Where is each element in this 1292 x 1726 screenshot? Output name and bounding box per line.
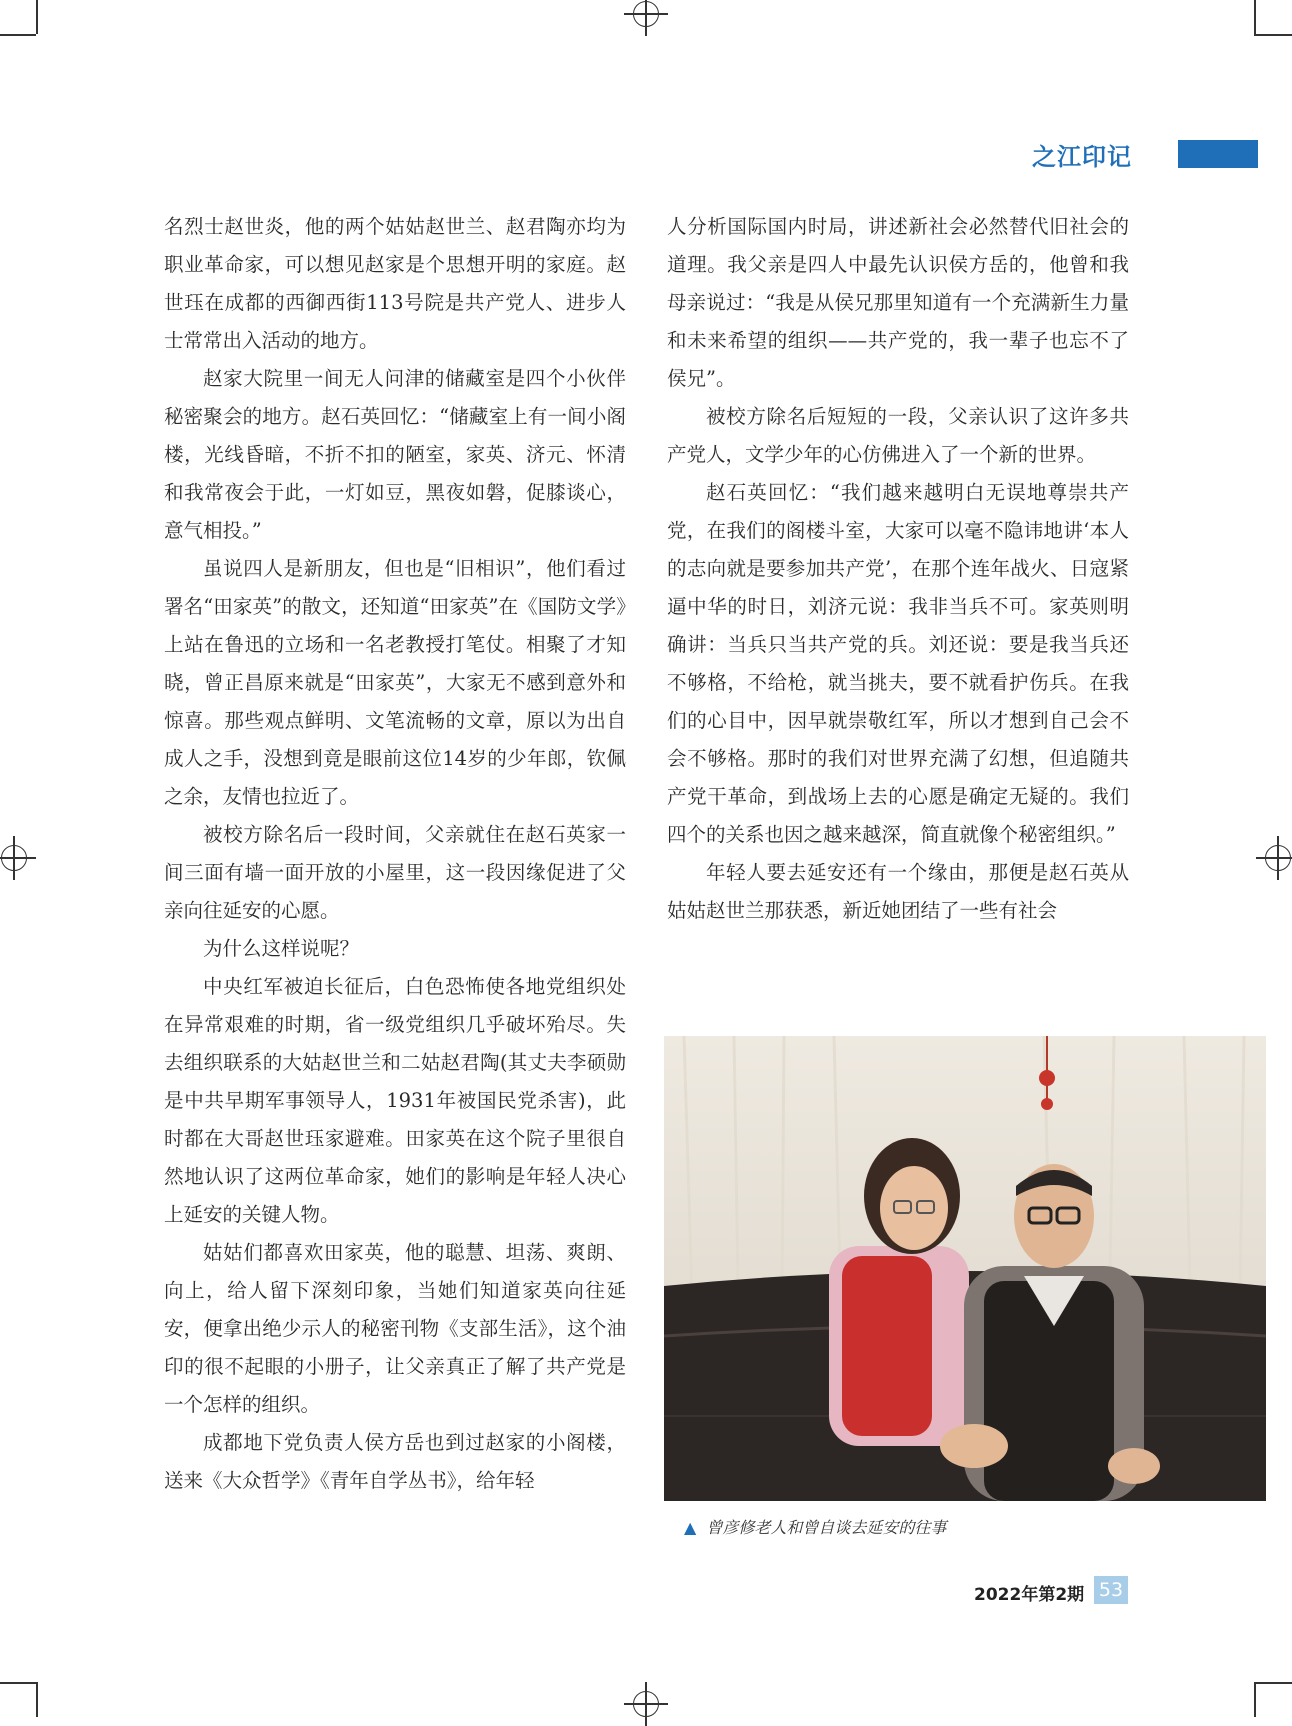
paragraph: 成都地下党负责人侯方岳也到过赵家的小阁楼，送来《大众哲学》《青年自学丛书》，给年轻 — [164, 1431, 626, 1492]
registration-mark-right — [1256, 836, 1292, 880]
issue-label: 2022年第2期 — [974, 1585, 1085, 1605]
paragraph: 被校方除名后一段时间，父亲就住在赵石英家一间三面有墙一面开放的小屋里，这一段因缘促进了父亲向往延安的心愿。 — [164, 823, 626, 922]
crop-mark — [1254, 34, 1292, 36]
page-number: 53 — [1094, 1576, 1128, 1604]
photo — [664, 1036, 1266, 1501]
photo-caption — [684, 1515, 946, 1538]
section-title-bar — [1178, 140, 1258, 168]
crop-mark — [1254, 1682, 1292, 1684]
triangle-icon: ▲ — [684, 1518, 697, 1537]
paragraph: 虽说四人是新朋友，但也是“旧相识”，他们看过署名“田家英”的散文，还知道“田家英”在《国防文学》上站在鲁迅的立场和一名老教授打笔仗。相聚了才知晓，曾正昌原来就是“田家英”，大家无不感到意外和惊喜。那些观点鲜明、文笔流畅的文章，原以为出自成人之手，没想到竟是眼前这位14岁的少年郎，钦佩之余，友情也拉近了。 — [164, 557, 626, 808]
paragraph: 为什么这样说呢？ — [203, 937, 360, 960]
section-title: 之江印记 — [1032, 143, 1132, 171]
right-column — [667, 208, 1129, 930]
paragraph: 赵家大院里一间无人问津的储藏室是四个小伙伴秘密聚会的地方。赵石英回忆：“储藏室上有一间小阁楼，光线昏暗，不折不扣的陋室，家英、济元、怀清和我常夜会于此，一灯如豆，黑夜如磐，促膝谈心，意气相投。” — [164, 367, 626, 542]
caption-text: 曾彦修老人和曾自谈去延安的往事 — [706, 1518, 947, 1537]
paragraph: 被校方除名后短短的一段，父亲认识了这许多共产党人，文学少年的心仿佛进入了一个新的世界。 — [667, 405, 1129, 466]
paragraph: 姑姑们都喜欢田家英，他的聪慧、坦荡、爽朗、向上，给人留下深刻印象，当她们知道家英向往延安，便拿出绝少示人的秘密刊物《支部生活》，这个油印的很不起眼的小册子，让父亲真正了解了共产党是一个怎样的组织。 — [164, 1241, 626, 1416]
crop-mark — [0, 34, 36, 36]
crop-mark — [1254, 1682, 1256, 1717]
paragraph: 年轻人要去延安还有一个缘由，那便是赵石英从姑姑赵世兰那获悉，新近她团结了一些有社会 — [667, 861, 1129, 922]
crop-mark — [1254, 0, 1256, 34]
paragraph: 人分析国际国内时局，讲述新社会必然替代旧社会的道理。我父亲是四人中最先认识侯方岳的，他曾和我母亲说过：“我是从侯兄那里知道有一个充满新生力量和未来希望的组织——共产党的，我一辈子也忘不了侯兄”。 — [667, 215, 1129, 390]
crop-mark — [36, 1682, 38, 1717]
registration-mark-left — [0, 836, 36, 880]
paragraph: 赵石英回忆：“我们越来越明白无误地尊崇共产党，在我们的阁楼斗室，大家可以毫不隐讳地讲‘本人的志向就是要参加共产党’，在那个连年战火、日寇紧逼中华的时日，刘济元说：我非当兵不可。家英则明确讲：当兵只当共产党的兵。刘还说：要是我当兵还不够格，不给枪，就当挑夫，要不就看护伤兵。在我们的心目中，因早就崇敬红军，所以才想到自己会不会不够格。那时的我们对世界充满了幻想，但追随共产党干革命，到战场上去的心愿是确定无疑的。我们四个的关系也因之越来越深，简直就像个秘密组织。” — [667, 481, 1129, 846]
crop-mark — [36, 0, 38, 34]
crop-mark — [0, 1682, 36, 1684]
registration-mark-bottom — [624, 1682, 668, 1726]
left-column — [164, 208, 626, 1500]
paragraph: 中央红军被迫长征后，白色恐怖使各地党组织处在异常艰难的时期，省一级党组织几乎破坏殆尽。失去组织联系的大姑赵世兰和二姑赵君陶(其丈夫李硕勋是中共早期军事领导人，1931年被国民党杀害)，此时都在大哥赵世珏家避难。田家英在这个院子里很自然地认识了这两位革命家，她们的影响是年轻人决心上延安的关键人物。 — [164, 975, 626, 1226]
paragraph: 名烈士赵世炎，他的两个姑姑赵世兰、赵君陶亦均为职业革命家，可以想见赵家是个思想开明的家庭。赵世珏在成都的西御西街113号院是共产党人、进步人士常常出入活动的地方。 — [164, 215, 626, 352]
registration-mark-top — [624, 0, 668, 36]
